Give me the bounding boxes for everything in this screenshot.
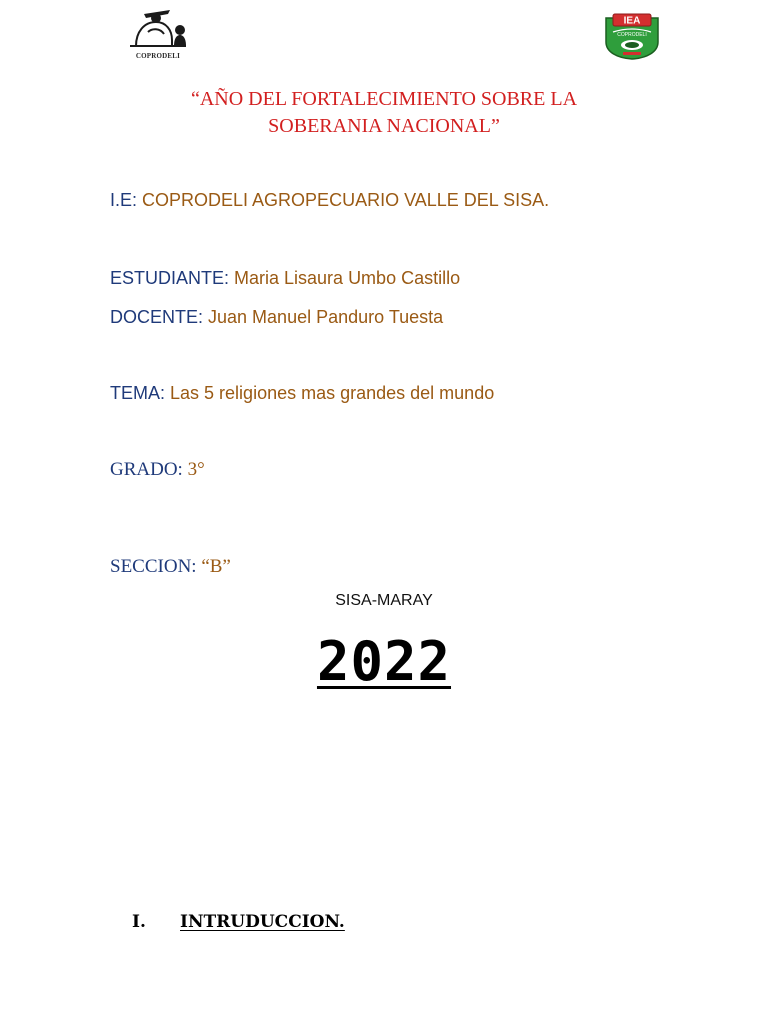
iea-shield-icon xyxy=(603,12,661,60)
student-value: Maria Lisaura Umbo Castillo xyxy=(234,268,461,288)
iea-badge-text: IEA xyxy=(623,15,641,27)
coprodeli-logo xyxy=(126,8,190,60)
section-field xyxy=(110,556,231,578)
institution-label: I.E: xyxy=(110,190,143,210)
institution-field xyxy=(110,190,549,211)
section-label: SECCION: xyxy=(110,556,202,577)
year-motto xyxy=(100,86,668,140)
grade-label: GRADO: xyxy=(110,459,188,480)
student-field xyxy=(110,268,460,289)
teacher-field xyxy=(110,307,443,328)
motto-line-1: “AÑO DEL FORTALECIMIENTO SOBRE LA xyxy=(190,88,578,110)
coprodeli-emblem-icon xyxy=(126,8,190,52)
institution-value: COPRODELI AGROPECUARIO VALLE DEL SISA. xyxy=(142,190,550,210)
heading-title: INTRUDUCCION. xyxy=(180,912,345,932)
section-value: “B” xyxy=(201,556,231,577)
grade-field xyxy=(110,459,205,481)
teacher-value: Juan Manuel Panduro Tuesta xyxy=(208,307,444,327)
topic-value: Las 5 religiones mas grandes del mundo xyxy=(170,383,495,403)
place-name: SISA-MARAY xyxy=(335,592,433,609)
motto-line-2: SOBERANIA NACIONAL” xyxy=(268,115,500,137)
topic-label: TEMA: xyxy=(110,383,171,403)
coprodeli-logo-caption: COPRODELI xyxy=(135,52,181,60)
iea-banner-text: COPRODELI xyxy=(617,32,647,38)
year-text: 2022 xyxy=(316,630,452,693)
section-heading xyxy=(132,912,345,932)
iea-shield-logo xyxy=(603,12,661,60)
year-block xyxy=(0,630,768,693)
student-label: ESTUDIANTE: xyxy=(110,268,235,288)
topic-field xyxy=(110,383,494,404)
heading-number: I. xyxy=(132,912,146,932)
grade-value: 3° xyxy=(187,459,205,480)
teacher-label: DOCENTE: xyxy=(110,307,209,327)
